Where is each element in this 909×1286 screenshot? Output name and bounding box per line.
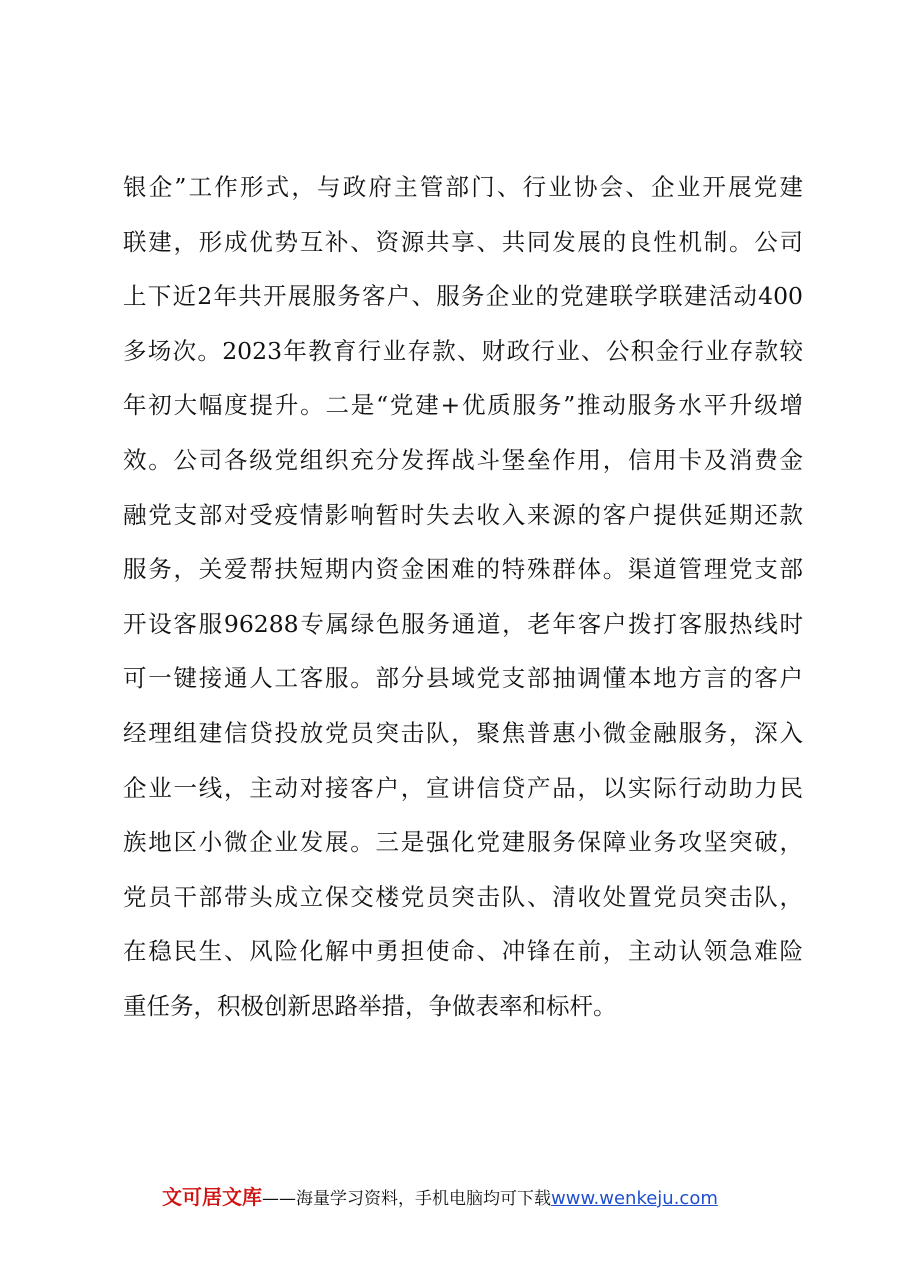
footer-tagline: ——海量学习资料，手机电脑均可下载 [262,1189,551,1209]
text-line: 经理组建信贷投放党员突击队，聚焦普惠小微金融服务，深入 [123,718,803,747]
text-line: 企业一线，主动对接客户，宣讲信贷产品，以实际行动助力民 [123,773,803,802]
footer-brand: 文可居文库 [162,1185,262,1209]
text-line: 服务，关爱帮扶短期内资金困难的特殊群体。渠道管理党支部 [123,555,803,584]
text-line: 融党支部对受疫情影响暂时失去收入来源的客户提供延期还款 [123,500,803,529]
body-paragraph [123,164,803,1038]
page-footer [162,1183,718,1211]
text-line: 开设客服96288专属绿色服务通道，老年客户拨打客服热线时 [123,609,803,638]
text-line-last: 重任务，积极创新思路举措，争做表率和标杆。 [123,991,617,1020]
footer-link[interactable]: www.wenkeju.com [551,1188,718,1209]
text-line: 多场次。2023年教育行业存款、财政行业、公积金行业存款较 [123,336,803,365]
text-line: 上下近2年共开展服务客户、服务企业的党建联学联建活动400 [123,282,803,311]
text-line: 可一键接通人工客服。部分县域党支部抽调懂本地方言的客户 [123,664,803,693]
text-line: 年初大幅度提升。二是“党建+优质服务”推动服务水平升级增 [123,391,803,420]
text-line: 在稳民生、风险化解中勇担使命、冲锋在前，主动认领急难险 [123,937,803,966]
text-line: 族地区小微企业发展。三是强化党建服务保障业务攻坚突破， [123,828,803,857]
text-line: 效。公司各级党组织充分发挥战斗堡垒作用，信用卡及消费金 [123,445,803,474]
text-line: 党员干部带头成立保交楼党员突击队、清收处置党员突击队， [123,882,803,911]
text-line: 银企”工作形式，与政府主管部门、行业协会、企业开展党建 [123,173,803,201]
text-line: 联建，形成优势互补、资源共享、共同发展的良性机制。公司 [123,227,803,256]
